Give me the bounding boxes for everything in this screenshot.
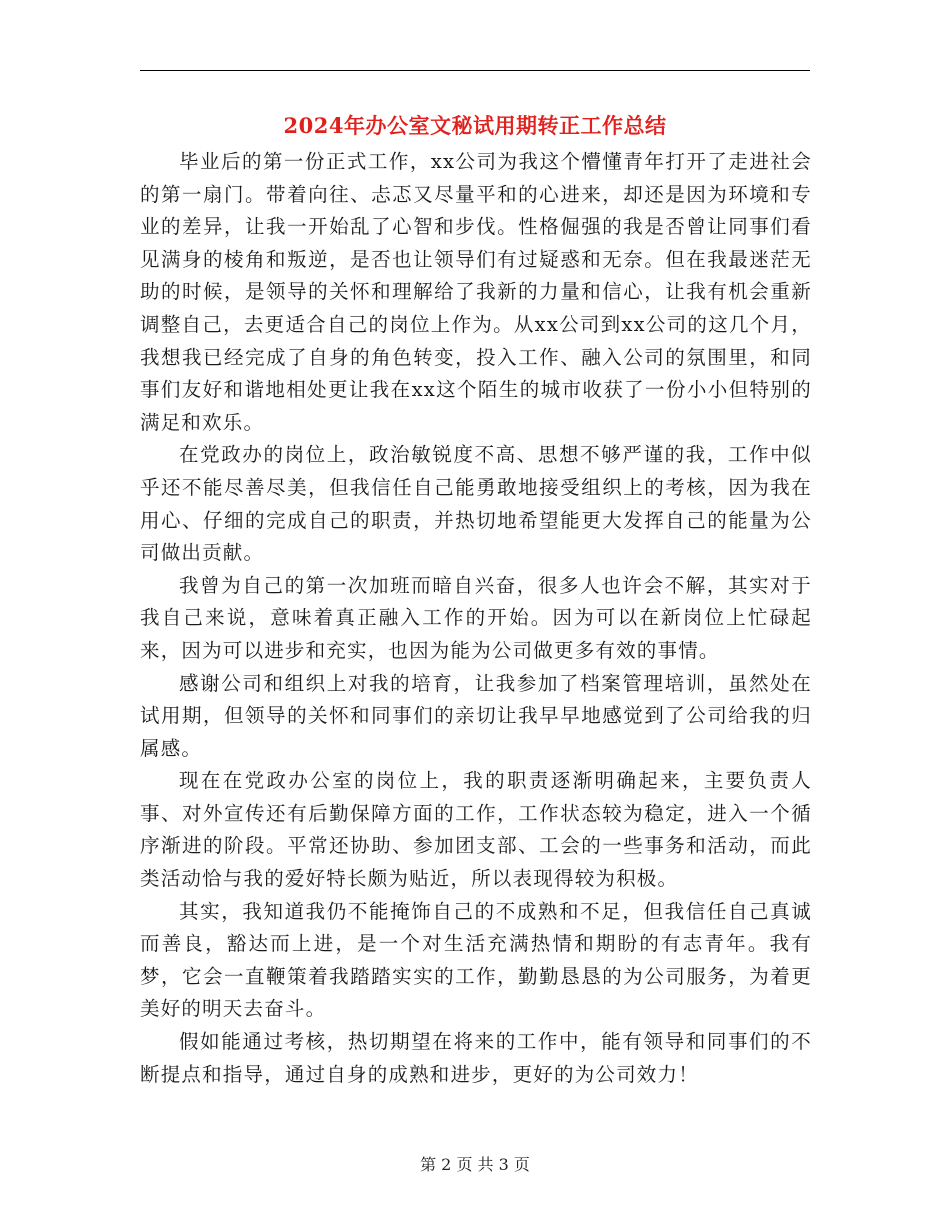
paragraph: 在党政办的岗位上，政治敏锐度不高、思想不够严谨的我，工作中似乎还不能尽善尽美，但我信任自己能勇敢地接受组织上的考核，因为我在用心、仔细的完成自己的职责，并热切地希望能更大发挥自己的能量为公司做出贡献。 [140, 443, 812, 565]
header-rule [140, 70, 810, 71]
paragraph: 假如能通过考核，热切期望在将来的工作中，能有领导和同事们的不断提点和指导，通过自身的成熟和进步，更好的为公司效力！ [140, 1030, 812, 1086]
paragraph: 其实，我知道我仍不能掩饰自己的不成熟和不足，但我信任自己真诚而善良，豁达而上进，是一个对生活充满热情和期盼的有志青年。我有梦，它会一直鞭策着我踏踏实实的工作，勤勤恳恳的为公司服务，为着更美好的明天去奋斗。 [140, 899, 812, 1021]
paragraph: 毕业后的第一份正式工作，xx公司为我这个懵懂青年打开了走进社会的第一扇门。带着向往、忐忑又尽量平和的心进来，却还是因为环境和专业的差异，让我一开始乱了心智和步伐。性格倔强的我是否曾让同事们看见满身的棱角和叛逆，是否也让领导们有过疑惑和无奈。但在我最迷茫无助的时候，是领导的关怀和理解给了我新的力量和信心，让我有机会重新调整自己，去更适合自己的岗位上作为。从xx公司到xx公司的这几个月，我想我已经完成了自身的角色转变，投入工作、融入公司的氛围里，和同事们友好和谐地相处更让我在xx这个陌生的城市收获了一份小小但特别的满足和欢乐。 [140, 150, 812, 434]
document-body [140, 146, 812, 1091]
paragraph: 现在在党政办公室的岗位上，我的职责逐渐明确起来，主要负责人事、对外宣传还有后勤保障方面的工作，工作状态较为稳定，进入一个循序渐进的阶段。平常还协助、参加团支部、工会的一些事务和活动，而此类活动恰与我的爱好特长颇为贴近，所以表现得较为积极。 [140, 769, 812, 891]
paragraph: 我曾为自己的第一次加班而暗自兴奋，很多人也许会不解，其实对于我自己来说，意味着真正融入工作的开始。因为可以在新岗位上忙碌起来，因为可以进步和充实，也因为能为公司做更多有效的事情。 [140, 573, 812, 662]
document-title: 2024年办公室文秘试用期转正工作总结 [283, 113, 667, 138]
paragraph: 感谢公司和组织上对我的培育，让我参加了档案管理培训，虽然处在试用期，但领导的关怀和同事们的亲切让我早早地感觉到了公司给我的归属感。 [140, 671, 812, 760]
page-number-footer: 第 2 页 共 3 页 [420, 1155, 530, 1174]
